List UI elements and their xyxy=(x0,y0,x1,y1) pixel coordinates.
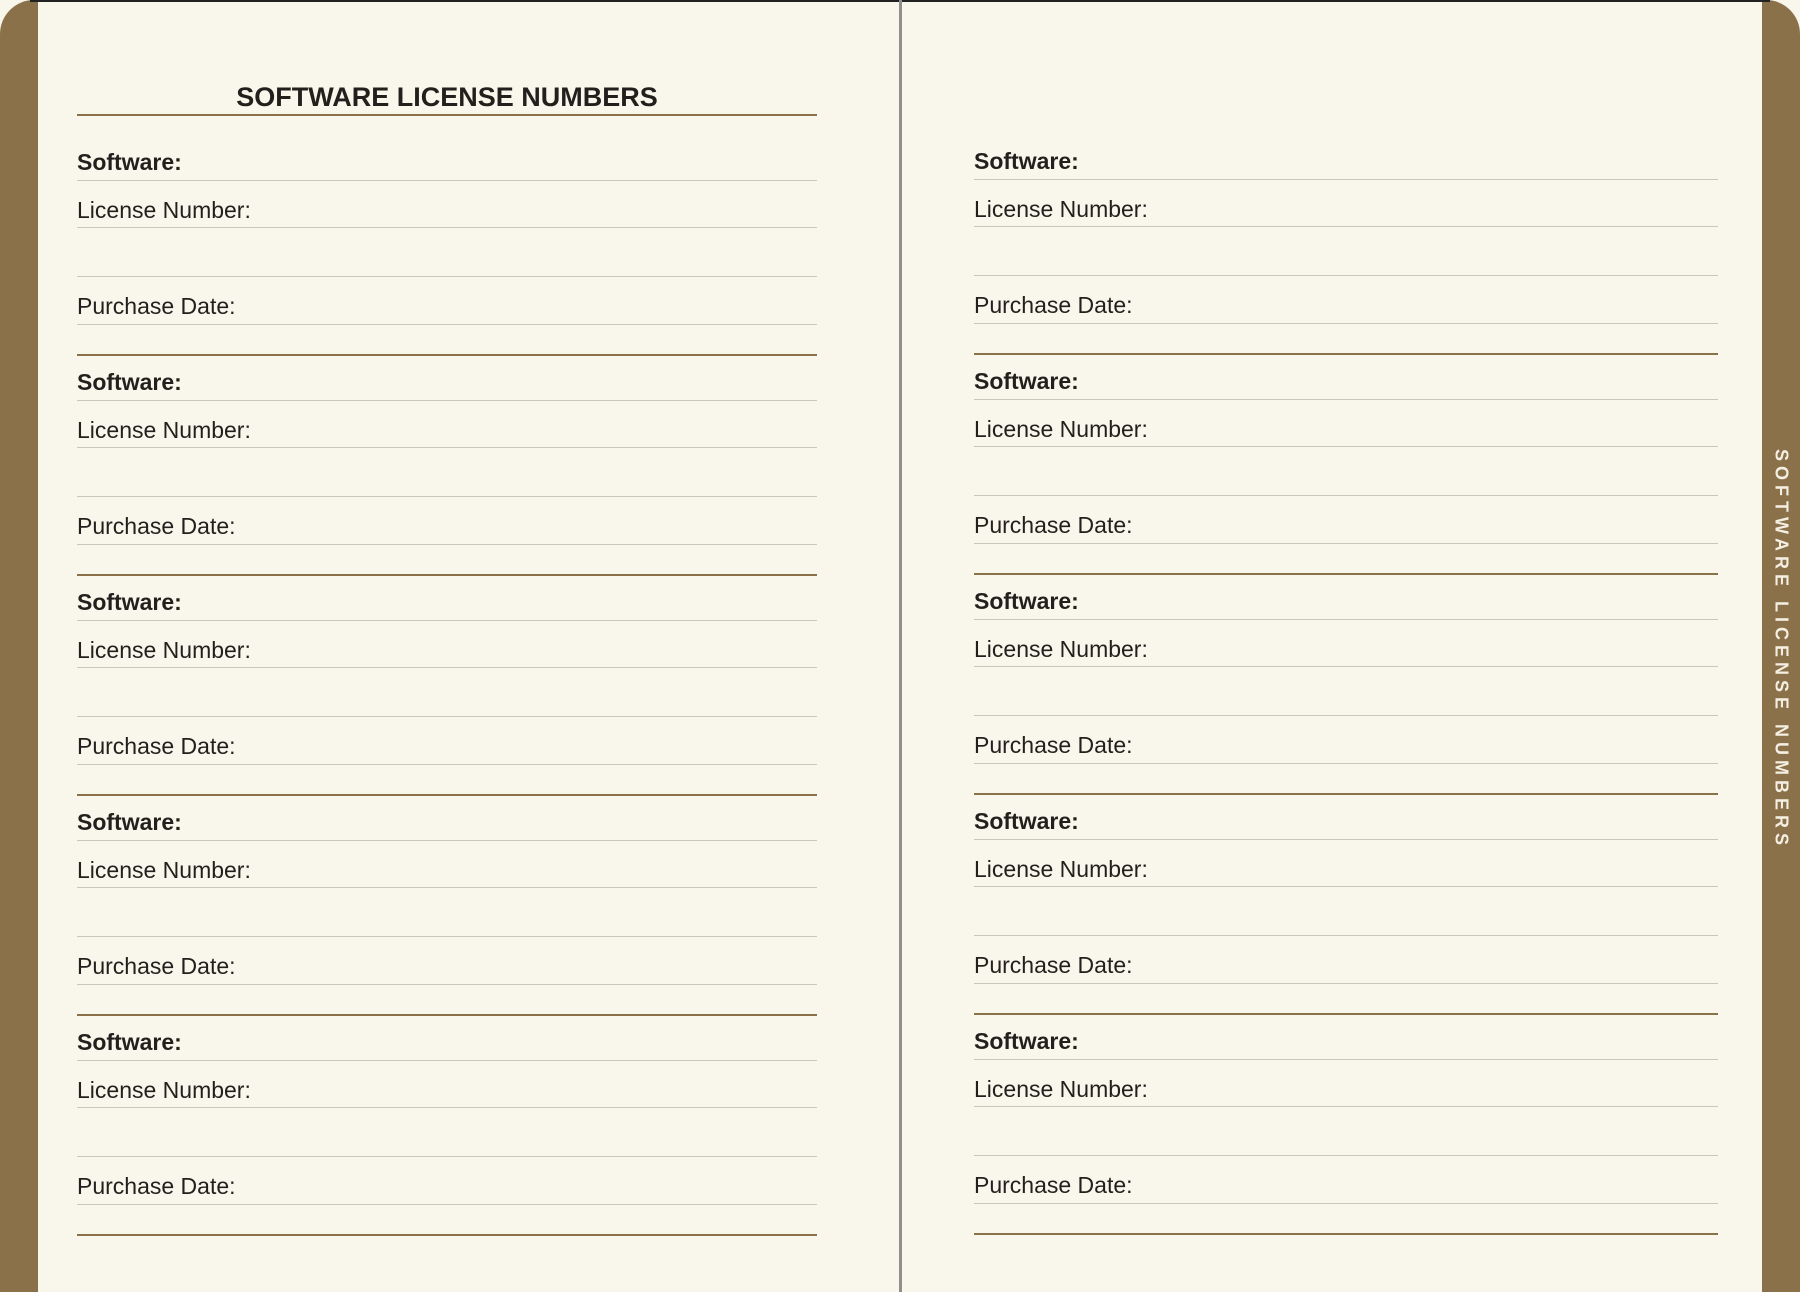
purchase-date-label: Purchase Date: xyxy=(974,952,1133,978)
license-number-field[interactable] xyxy=(77,667,817,668)
license-number-label: License Number: xyxy=(77,1077,251,1103)
entry-divider xyxy=(974,1233,1718,1235)
purchase-date-label: Purchase Date: xyxy=(974,732,1133,758)
purchase-date-label: Purchase Date: xyxy=(77,733,236,759)
software-label: Software: xyxy=(77,1029,182,1055)
license-number-field-line-2[interactable] xyxy=(974,495,1718,496)
license-number-field-line-2[interactable] xyxy=(77,716,817,717)
software-label: Software: xyxy=(974,588,1079,614)
license-entry xyxy=(974,354,1718,574)
license-number-field-line-2[interactable] xyxy=(974,935,1718,936)
software-label: Software: xyxy=(77,809,182,835)
license-entry xyxy=(77,135,817,355)
software-field[interactable] xyxy=(974,399,1718,400)
license-entry xyxy=(974,574,1718,794)
purchase-date-field[interactable] xyxy=(974,543,1718,544)
software-field[interactable] xyxy=(974,179,1718,180)
license-number-field[interactable] xyxy=(974,446,1718,447)
left-cover-edge xyxy=(0,0,38,1292)
license-entry xyxy=(77,355,817,575)
purchase-date-field[interactable] xyxy=(974,983,1718,984)
side-tab[interactable] xyxy=(1762,440,1800,860)
license-number-field-line-2[interactable] xyxy=(77,276,817,277)
purchase-date-field[interactable] xyxy=(974,763,1718,764)
license-number-label: License Number: xyxy=(974,856,1148,882)
license-number-label: License Number: xyxy=(974,416,1148,442)
software-label: Software: xyxy=(974,808,1079,834)
license-entry xyxy=(974,1014,1718,1234)
license-number-label: License Number: xyxy=(974,1076,1148,1102)
license-number-field-line-2[interactable] xyxy=(77,936,817,937)
page-gutter xyxy=(899,0,902,1292)
side-tab-label: SOFTWARE LICENSE NUMBERS xyxy=(1771,449,1792,851)
purchase-date-label: Purchase Date: xyxy=(77,953,236,979)
purchase-date-label: Purchase Date: xyxy=(974,1172,1133,1198)
software-label: Software: xyxy=(974,368,1079,394)
license-entry xyxy=(77,795,817,1015)
purchase-date-label: Purchase Date: xyxy=(77,513,236,539)
software-label: Software: xyxy=(974,148,1079,174)
license-number-field-line-2[interactable] xyxy=(974,275,1718,276)
purchase-date-field[interactable] xyxy=(77,324,817,325)
purchase-date-label: Purchase Date: xyxy=(974,512,1133,538)
license-number-field-line-2[interactable] xyxy=(974,1155,1718,1156)
license-number-label: License Number: xyxy=(77,637,251,663)
software-field[interactable] xyxy=(974,1059,1718,1060)
license-number-field-line-2[interactable] xyxy=(77,496,817,497)
purchase-date-field[interactable] xyxy=(77,1204,817,1205)
software-field[interactable] xyxy=(77,1060,817,1061)
license-number-field-line-2[interactable] xyxy=(974,715,1718,716)
software-field[interactable] xyxy=(974,839,1718,840)
purchase-date-field[interactable] xyxy=(77,984,817,985)
license-number-field[interactable] xyxy=(77,447,817,448)
software-field[interactable] xyxy=(77,180,817,181)
license-number-field[interactable] xyxy=(77,887,817,888)
license-number-field[interactable] xyxy=(77,227,817,228)
software-field[interactable] xyxy=(77,620,817,621)
page-title: SOFTWARE LICENSE NUMBERS xyxy=(236,82,658,112)
license-entry xyxy=(77,575,817,795)
software-field[interactable] xyxy=(974,619,1718,620)
software-label: Software: xyxy=(77,589,182,615)
left-page xyxy=(77,0,817,1292)
purchase-date-field[interactable] xyxy=(974,1203,1718,1204)
software-label: Software: xyxy=(77,149,182,175)
purchase-date-label: Purchase Date: xyxy=(974,292,1133,318)
purchase-date-label: Purchase Date: xyxy=(77,293,236,319)
title-rule xyxy=(77,114,817,116)
license-number-label: License Number: xyxy=(974,636,1148,662)
software-field[interactable] xyxy=(77,400,817,401)
license-number-field[interactable] xyxy=(974,226,1718,227)
right-page xyxy=(974,0,1718,1292)
software-label: Software: xyxy=(77,369,182,395)
purchase-date-field[interactable] xyxy=(77,764,817,765)
license-number-field[interactable] xyxy=(77,1107,817,1108)
purchase-date-label: Purchase Date: xyxy=(77,1173,236,1199)
license-entry xyxy=(77,1015,817,1235)
license-entry xyxy=(974,134,1718,354)
license-number-label: License Number: xyxy=(974,196,1148,222)
license-number-label: License Number: xyxy=(77,417,251,443)
software-field[interactable] xyxy=(77,840,817,841)
license-number-label: License Number: xyxy=(77,857,251,883)
purchase-date-field[interactable] xyxy=(77,544,817,545)
license-number-field-line-2[interactable] xyxy=(77,1156,817,1157)
software-label: Software: xyxy=(974,1028,1079,1054)
license-number-field[interactable] xyxy=(974,886,1718,887)
license-number-field[interactable] xyxy=(974,666,1718,667)
entry-divider xyxy=(77,1234,817,1236)
license-number-field[interactable] xyxy=(974,1106,1718,1107)
purchase-date-field[interactable] xyxy=(974,323,1718,324)
license-number-label: License Number: xyxy=(77,197,251,223)
license-entry xyxy=(974,794,1718,1014)
